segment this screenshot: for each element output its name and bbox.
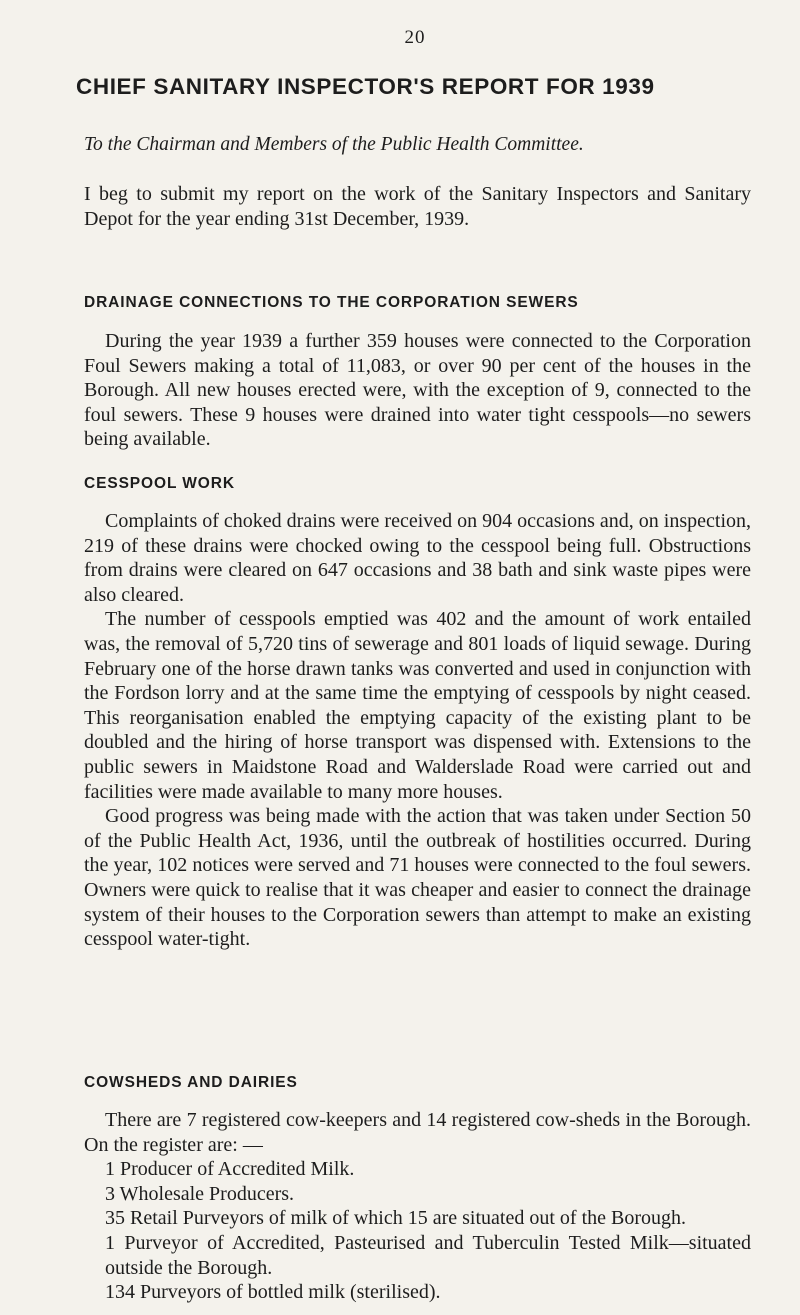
section-body-cesspool xyxy=(84,509,751,952)
paragraph: There are 7 registered cow-keepers and 14 registered cow-sheds in the Borough. On the register are: — xyxy=(84,1109,751,1156)
section-body-drainage xyxy=(84,329,751,452)
paragraph: The number of cesspools emptied was 402 and the amount of work entailed was, the removal of 5,720 tins of sewerage and 801 loads of liquid sewage. During February one of the horse drawn tanks was converted and used in conjunction with the Fordson lorry and at the same time the emptying of cesspools by night ceased. This reorganisation enabled the emptying capacity of the existing plant to be doubled and the hiring of horse transport was dispensed with. Extensions to the public sewers in Maidstone Road and Walderslade Road were carried out and facilities were made available to many more houses. xyxy=(84,608,751,803)
section-heading-cowsheds: COWSHEDS AND DAIRIES xyxy=(84,1074,298,1091)
list-item: 3 Wholesale Producers. xyxy=(105,1182,295,1205)
register-list xyxy=(84,1157,751,1305)
intro-paragraph xyxy=(84,182,751,231)
section-heading-cesspool: CESSPOOL WORK xyxy=(84,475,235,492)
report-title: CHIEF SANITARY INSPECTOR'S REPORT FOR 1939 xyxy=(76,74,655,99)
list-item: 134 Purveyors of bottled milk (sterilised). xyxy=(105,1281,441,1304)
intro-text: I beg to submit my report on the work of the Sanitary Inspectors and Sanitary Depot for the year ending 31st December, 1939. xyxy=(84,183,751,230)
section-body-cowsheds xyxy=(84,1108,751,1305)
list-item: 1 Producer of Accredited Milk. xyxy=(105,1158,355,1181)
section-heading-drainage: DRAINAGE CONNECTIONS TO THE CORPORATION SEWERS xyxy=(84,294,579,311)
list-item: 1 Purveyor of Accredited, Pasteurised and Tuberculin Tested Milk—situated outside the Borough. xyxy=(105,1231,751,1279)
page-number: 20 xyxy=(404,27,426,48)
paragraph: During the year 1939 a further 359 houses were connected to the Corporation Foul Sewers making a total of 11,083, or over 90 per cent of the houses in the Borough. All new houses erected were, with the exception of 9, connected to the foul sewers. These 9 houses were drained into water tight cesspools—no sewers being available. xyxy=(84,330,751,451)
paragraph: Complaints of choked drains were received on 904 occasions and, on inspection, 219 of these drains were chocked owing to the cesspool being full. Obstructions from drains were cleared on 647 occasions and 38 bath and sink waste pipes were also cleared. xyxy=(84,510,751,606)
salutation: To the Chairman and Members of the Public Health Committee. xyxy=(84,134,584,155)
list-item: 35 Retail Purveyors of milk of which 15 are situated out of the Borough. xyxy=(105,1207,687,1230)
paragraph: Good progress was being made with the action that was taken under Section 50 of the Public Health Act, 1936, until the outbreak of hostilities occurred. During the year, 102 notices were served and 71 houses were connected to the foul sewers. Owners were quick to realise that it was cheaper and easier to connect the drainage system of their houses to the Corporation sewers than attempt to make an existing cesspool water-tight. xyxy=(84,805,751,951)
